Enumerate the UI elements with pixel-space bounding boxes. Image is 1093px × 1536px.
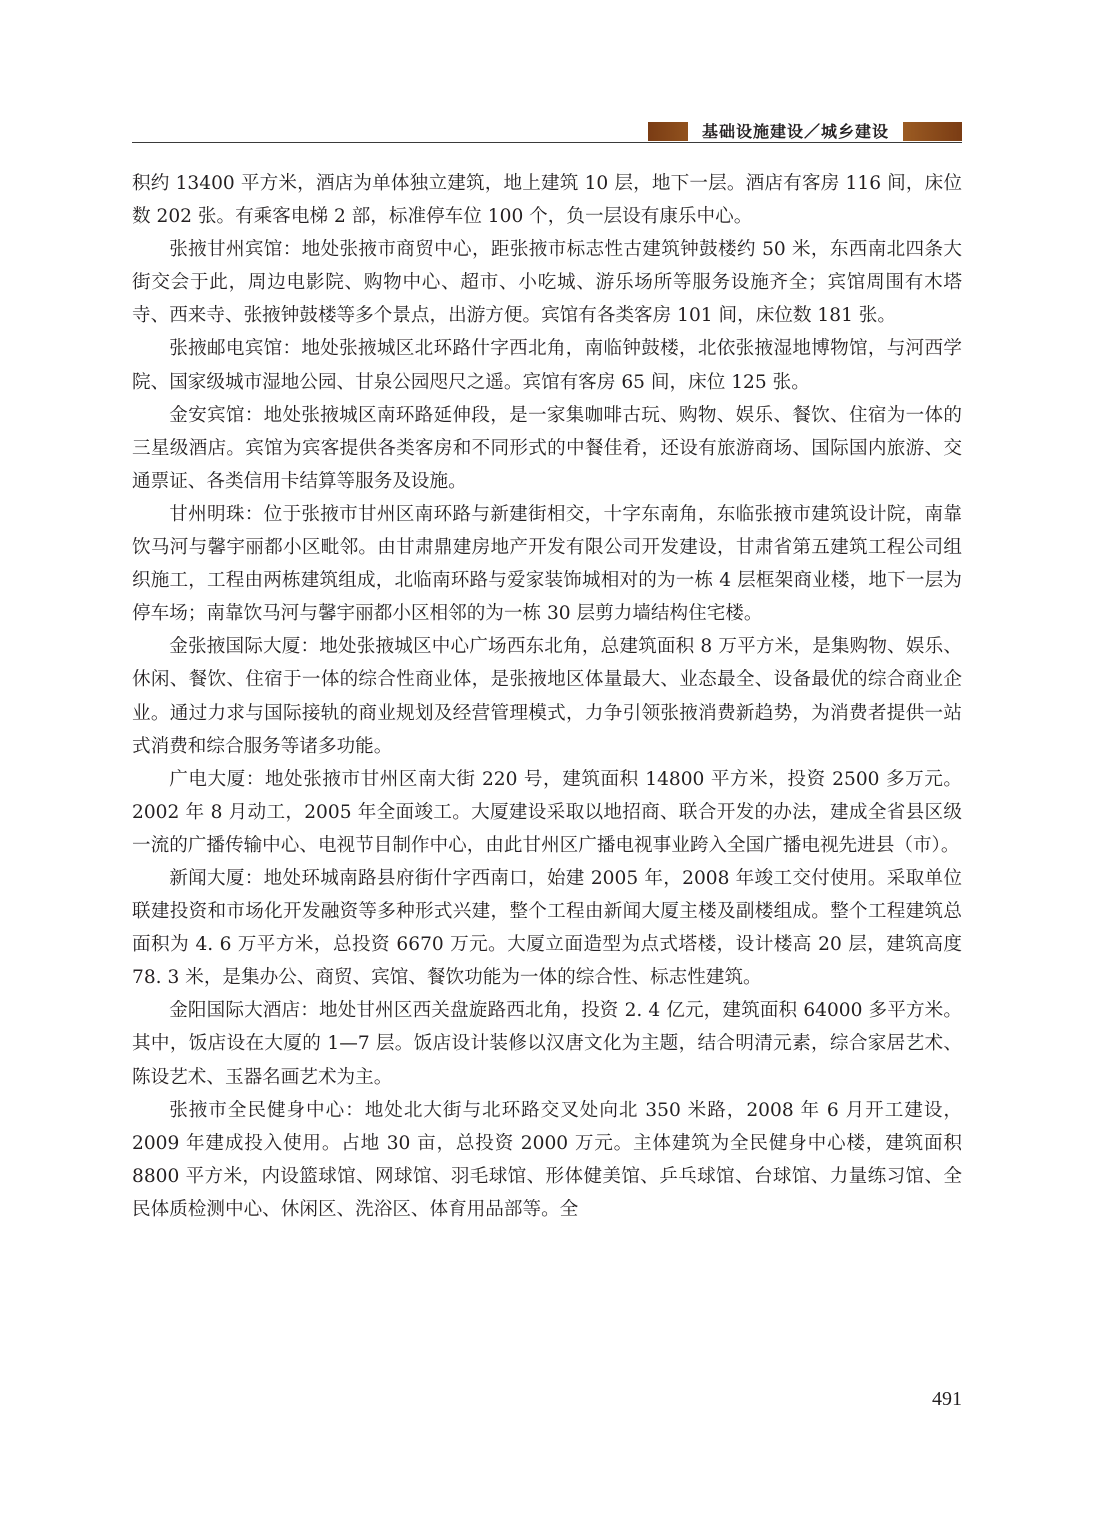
paragraph-broadcast-tower: 广电大厦：地处张掖市甘州区南大街 220 号，建筑面积 14800 平方米，投资 2500 多万元。2002 年 8 月动工，2005 年全面竣工。大厦建设采取以地招商、联合开发的办法，建成全省县区级一流的广播传输中心、电视节目制作中心，由此甘州区广播电视事业跨入全国广播电视先进县（市）。 <box>132 768 962 856</box>
paragraph-international-tower: 金张掖国际大厦：地处张掖城区中心广场西东北角，总建筑面积 8 万平方米，是集购物、娱乐、休闲、餐饮、住宿于一体的综合性商业体，是张掖地区体量最大、业态最全、设备最优的综合商业企业。通过力求与国际接轨的商业规划及经营管理模式，力争引领张掖消费新趋势，为消费者提供一站式消费和综合服务等诸多功能。 <box>132 636 962 757</box>
body-text <box>132 167 962 1226</box>
paragraph-news-tower: 新闻大厦：地处环城南路县府街什字西南口，始建 2005 年，2008 年竣工交付使用。采取单位联建投资和市场化开发融资等多种形式兴建，整个工程由新闻大厦主楼及副楼组成。整个工程建筑总面积为 4. 6 万平方米，总投资 6670 万元。大厦立面造型为点式塔楼，设计楼高 20 层，建筑高度 78. 3 米，是集办公、商贸、宾馆、餐饮功能为一体的综合性、标志性建筑。 <box>132 867 962 989</box>
running-header-title: 基础设施建设／城乡建设 <box>688 121 903 143</box>
paragraph-fitness-center: 张掖市全民健身中心：地处北大街与北环路交叉处向北 350 米路，2008 年 6 月开工建设，2009 年建成投入使用。占地 30 亩，总投资 2000 万元。主体建筑为全民健身中心楼，建筑面积 8800 平方米，内设篮球馆、网球馆、羽毛球馆、形体健美馆、乒乓球馆、台球馆、力量练习馆、全民体质检测中心、休闲区、洗浴区、体育用品部等。全 <box>132 1099 962 1220</box>
page-number: 491 <box>932 1388 962 1410</box>
paragraph-ganzhou-pearl: 甘州明珠：位于张掖市甘州区南环路与新建街相交，十字东南角，东临张掖市建筑设计院，南靠饮马河与馨宇丽都小区毗邻。由甘肃鼎建房地产开发有限公司开发建设，甘肃省第五建筑工程公司组织施工，工程由两栋建筑组成，北临南环路与爱家装饰城相对的为一栋 4 层框架商业楼，地下一层为停车场；南靠饮马河与馨宇丽都小区相邻的为一栋 30 层剪力墙结构住宅楼。 <box>132 503 962 625</box>
paragraph-ganzhou-hotel: 张掖甘州宾馆：地处张掖市商贸中心，距张掖市标志性古建筑钟鼓楼约 50 米，东西南北四条大街交会于此，周边电影院、购物中心、超市、小吃城、游乐场所等服务设施齐全；宾馆周围有木塔寺、西来寺、张掖钟鼓楼等多个景点，出游方便。宾馆有各类客房 101 间，床位数 181 张。 <box>132 239 962 327</box>
header-rule <box>132 142 962 143</box>
paragraph-jinyang-hotel: 金阳国际大酒店：地处甘州区西关盘旋路西北角，投资 2. 4 亿元，建筑面积 64000 多平方米。其中，饭店设在大厦的 1—7 层。饭店设计装修以汉唐文化为主题，结合明清元素，综合家居艺术、陈设艺术、玉器名画艺术为主。 <box>132 1000 962 1088</box>
paragraph-continuation: 积约 13400 平方米，酒店为单体独立建筑，地上建筑 10 层，地下一层。酒店有客房 116 间，床位数 202 张。有乘客电梯 2 部，标准停车位 100 个，负一层设有康乐中心。 <box>132 173 962 228</box>
paragraph-jinan-hotel: 金安宾馆：地处张掖城区南环路延伸段，是一家集咖啡古玩、购物、娱乐、餐饮、住宿为一体的三星级酒店。宾馆为宾客提供各类客房和不同形式的中餐佳肴，还设有旅游商场、国际国内旅游、交通票证、各类信用卡结算等服务及设施。 <box>132 404 962 492</box>
paragraph-post-hotel: 张掖邮电宾馆：地处张掖城区北环路什字西北角，南临钟鼓楼，北依张掖湿地博物馆，与河西学院、国家级城市湿地公园、甘泉公园咫尺之遥。宾馆有客房 65 间，床位 125 张。 <box>132 338 962 393</box>
